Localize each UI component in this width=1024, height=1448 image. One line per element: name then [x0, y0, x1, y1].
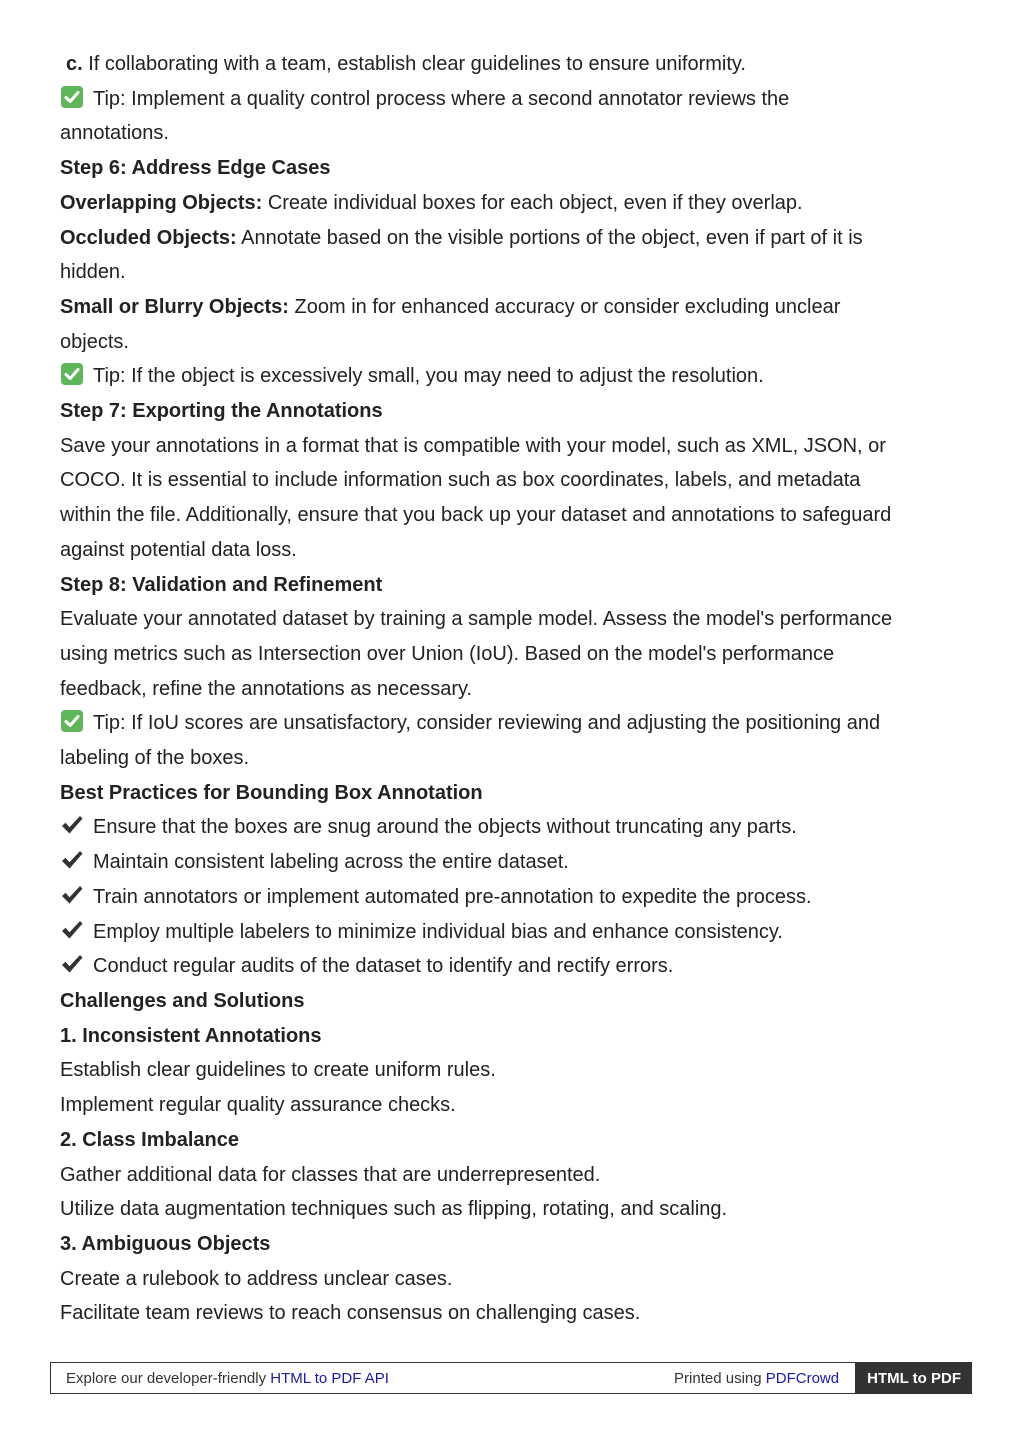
paragraph-text: If collaborating with a team, establish clear guidelines to ensure uniformity. — [82, 53, 746, 75]
paragraph-text: Save your annotations in a format that is compatible with your model, such as XML, JSON, or — [60, 434, 886, 457]
check-box-icon — [60, 85, 84, 109]
best-practice-item — [60, 845, 970, 880]
inline-label: Occluded Objects: — [60, 226, 237, 249]
labeled-paragraph — [60, 290, 970, 325]
paragraph-text: Gather additional data for classes that are underrepresented. — [60, 1163, 601, 1186]
check-box-icon — [60, 709, 84, 733]
pdfcrowd-link[interactable]: PDFCrowd — [765, 1369, 840, 1387]
paragraph-text: Utilize data augmentation techniques such as flipping, rotating, and scaling. — [60, 1198, 728, 1221]
paragraph-text: Maintain consistent labeling across the entire dataset. — [93, 851, 569, 874]
best-practice-item — [60, 949, 970, 984]
document-body — [60, 47, 970, 1331]
paragraph-text: hidden. — [60, 261, 126, 284]
section-heading: Step 6: Address Edge Cases — [60, 157, 331, 180]
section-heading: Step 7: Exporting the Annotations — [60, 400, 383, 423]
paragraph-text: Zoom in for enhanced accuracy or consider excluding unclear — [288, 295, 841, 318]
check-box-icon — [60, 362, 84, 386]
tip-line — [60, 82, 970, 117]
paragraph-text: within the file. Additionally, ensure that you back up your dataset and annotations to safeguard — [60, 504, 892, 527]
best-practice-item — [60, 880, 970, 915]
section-heading: 1. Inconsistent Annotations — [60, 1024, 322, 1047]
footer-printed-text: Printed using — [674, 1369, 766, 1387]
list-item-text — [60, 47, 970, 82]
paragraph-text: Tip: If IoU scores are unsatisfactory, consider reviewing and adjusting the positioning and — [93, 712, 881, 735]
footer-explore-text: Explore our developer-friendly — [66, 1369, 271, 1387]
section-heading: 2. Class Imbalance — [60, 1128, 239, 1151]
html-to-pdf-api-link[interactable]: HTML to PDF API — [270, 1369, 389, 1387]
check-mark-icon — [60, 813, 84, 837]
tip-line — [60, 359, 970, 394]
best-practice-item — [60, 810, 970, 845]
paragraph-text: Conduct regular audits of the dataset to identify and rectify errors. — [93, 955, 674, 978]
paragraph-text: Ensure that the boxes are snug around the objects without truncating any parts. — [93, 816, 797, 839]
inline-label: c. — [66, 53, 83, 75]
paragraph-text: Establish clear guidelines to create uniform rules. — [60, 1059, 496, 1082]
best-practice-item — [60, 915, 970, 950]
labeled-paragraph — [60, 221, 970, 256]
paragraph-text: COCO. It is essential to include information such as box coordinates, labels, and metadata — [60, 469, 861, 492]
labeled-paragraph — [60, 186, 970, 221]
check-mark-icon — [60, 918, 84, 942]
paragraph-text: Create a rulebook to address unclear cases. — [60, 1267, 453, 1290]
paragraph-text: feedback, refine the annotations as necessary. — [60, 677, 473, 700]
paragraph-text: objects. — [60, 330, 129, 353]
paragraph-text: Evaluate your annotated dataset by training a sample model. Assess the model's performance — [60, 608, 893, 631]
tip-line — [60, 706, 970, 741]
html-to-pdf-badge[interactable]: HTML to PDF — [855, 1362, 972, 1394]
section-heading: Step 8: Validation and Refinement — [60, 573, 383, 596]
check-mark-icon — [60, 952, 84, 976]
paragraph-text: Employ multiple labelers to minimize individual bias and enhance consistency. — [93, 920, 783, 943]
check-mark-icon — [60, 883, 84, 907]
section-heading: Challenges and Solutions — [60, 989, 305, 1012]
inline-label: Overlapping Objects: — [60, 191, 263, 214]
paragraph-text: against potential data loss. — [60, 538, 297, 561]
paragraph-text: Annotate based on the visible portions of the object, even if part of it is — [236, 226, 863, 249]
footer-explore — [51, 1370, 674, 1387]
paragraph-text: Create individual boxes for each object, even if they overlap. — [262, 191, 803, 214]
paragraph-text: Implement regular quality assurance checks. — [60, 1094, 456, 1117]
paragraph-text: Train annotators or implement automated pre-annotation to expedite the process. — [93, 885, 812, 908]
section-heading: 3. Ambiguous Objects — [60, 1232, 271, 1255]
pdf-footer-bar — [50, 1362, 972, 1394]
section-heading: Best Practices for Bounding Box Annotation — [60, 781, 483, 804]
paragraph-text: using metrics such as Intersection over Union (IoU). Based on the model's performance — [60, 642, 835, 665]
paragraph-text: Tip: If the object is excessively small, you may need to adjust the resolution. — [93, 365, 764, 388]
inline-label: Small or Blurry Objects: — [60, 295, 289, 318]
paragraph-text: Facilitate team reviews to reach consensus on challenging cases. — [60, 1302, 641, 1325]
paragraph-text: Tip: Implement a quality control process where a second annotator reviews the — [93, 87, 790, 110]
check-mark-icon — [60, 848, 84, 872]
paragraph-text: annotations. — [60, 122, 169, 145]
footer-printed — [674, 1370, 855, 1387]
paragraph-text: labeling of the boxes. — [60, 747, 250, 770]
